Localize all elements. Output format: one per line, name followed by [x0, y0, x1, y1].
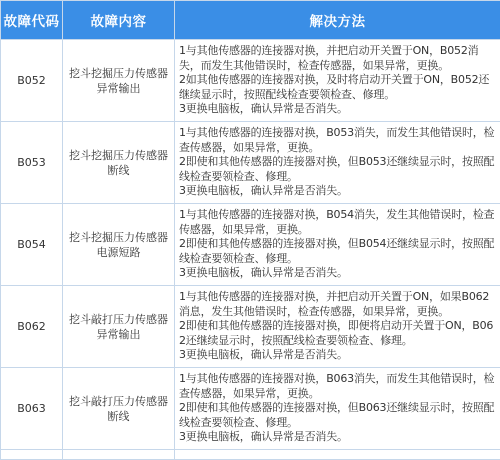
fault-code-cell: B053	[1, 122, 63, 204]
fault-content-cell: 挖斗挖掘压力传感器断线	[63, 122, 175, 204]
solution-step: 2即使和其他传感器的连接器对换，但B054还继续显示时，按照配线检查要领检查、修理。	[179, 237, 496, 266]
solution-step: 1与其他传感器的连接器对换，B053消失，而发生其他错误时，检查传感器，如果异常，更换。	[179, 126, 496, 155]
header-fault-content: 故障内容	[63, 1, 175, 40]
fault-code-cell: B062	[1, 286, 63, 368]
solution-step: 3更换电脑板，确认异常是否消失。	[179, 184, 496, 199]
solution-step: 1与其他传感器的连接器对换，并把启动开关置于ON，B052消失，而发生其他错误时，检查传感器，如果异常，更换。	[179, 44, 496, 73]
fault-code-cell: B052	[1, 40, 63, 122]
empty-cell	[175, 450, 500, 460]
solution-cell	[175, 286, 500, 368]
table-row	[1, 204, 500, 286]
table-row	[1, 368, 500, 450]
table-row-partial	[1, 450, 500, 460]
fault-content-cell: 挖斗敲打压力传感器异常输出	[63, 286, 175, 368]
fault-content-cell: 挖斗挖掘压力传感器电源短路	[63, 204, 175, 286]
header-row	[1, 1, 500, 40]
solution-step: 3更换电脑板，确认异常是否消失。	[179, 348, 496, 363]
solution-step: 2即使和其他传感器的连接器对换，但B053还继续显示时，按照配线检查要领检查、修理。	[179, 155, 496, 184]
empty-cell	[1, 450, 63, 460]
table-row	[1, 122, 500, 204]
solution-cell	[175, 368, 500, 450]
solution-cell	[175, 122, 500, 204]
solution-step: 2如其他传感器的连接器对换，及时将启动开关置于ON，B052还继续显示时，按照配线检查要领检查、修理。	[179, 73, 496, 102]
solution-step: 1与其他传感器的连接器对换，B063消失，而发生其他错误时，检查传感器，如果异常，更换。	[179, 372, 496, 401]
table-body	[1, 40, 500, 460]
header-solution: 解决方法	[175, 1, 500, 40]
fault-content-cell: 挖斗敲打压力传感器断线	[63, 368, 175, 450]
solution-step: 2即使和其他传感器的连接器对换，但B063还继续显示时，按照配线检查要领检查、修理。	[179, 401, 496, 430]
header-fault-code: 故障代码	[1, 1, 63, 40]
fault-content-cell: 挖斗挖掘压力传感器异常输出	[63, 40, 175, 122]
solution-step: 3更换电脑板，确认异常是否消失。	[179, 102, 496, 117]
table-row	[1, 40, 500, 122]
fault-code-cell: B054	[1, 204, 63, 286]
solution-step: 1与其他传感器的连接器对换，并把启动开关置于ON，如果B062消息，发生其他错误时，检查传感器，如果异常，更换。	[179, 290, 496, 319]
table-header	[1, 1, 500, 40]
table-row	[1, 286, 500, 368]
solution-step: 3更换电脑板，确认异常是否消失。	[179, 266, 496, 281]
empty-cell	[63, 450, 175, 460]
solution-cell	[175, 204, 500, 286]
solution-step: 1与其他传感器的连接器对换，B054消失，发生其他错误时，检查传感器，如果异常，更换。	[179, 208, 496, 237]
solution-step: 3更换电脑板，确认异常是否消失。	[179, 430, 496, 445]
fault-code-cell: B063	[1, 368, 63, 450]
solution-cell	[175, 40, 500, 122]
solution-step: 2即使和其他传感器的连接器对换，即便将启动开关置于ON，B062还继续显示时，按照配线检查要领检查、修理。	[179, 319, 496, 348]
